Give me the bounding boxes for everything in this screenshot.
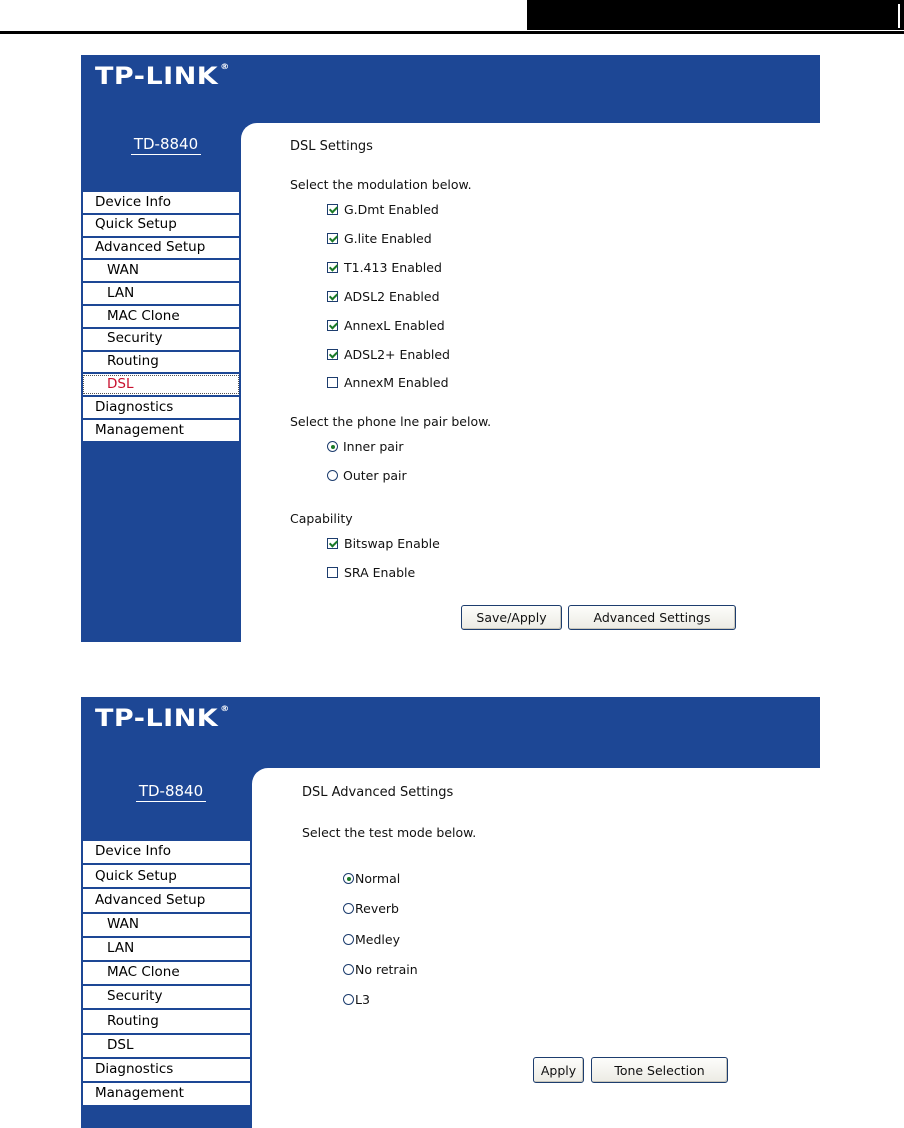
radio-button[interactable] bbox=[343, 903, 354, 914]
header-tick-mark bbox=[898, 4, 900, 28]
document-header-bar bbox=[527, 0, 904, 30]
sidebar-item-advanced-setup[interactable]: Advanced Setup bbox=[81, 237, 241, 260]
option-label: ADSL2+ Enabled bbox=[344, 346, 450, 362]
checkbox-g-lite-enabled[interactable] bbox=[327, 231, 432, 246]
dsl-settings-screenshot bbox=[81, 55, 820, 642]
checkbox-bitswap-enable[interactable] bbox=[327, 536, 440, 551]
radio-normal[interactable] bbox=[343, 871, 400, 886]
sidebar-item-routing[interactable]: Routing bbox=[81, 351, 241, 374]
sidebar-item-wan[interactable]: WAN bbox=[81, 259, 241, 282]
sidebar-item-lan[interactable]: LAN bbox=[81, 282, 241, 305]
radio-outer-pair[interactable] bbox=[327, 468, 407, 483]
checkbox-sra-enable[interactable] bbox=[327, 565, 415, 580]
sidebar-item-advanced-setup[interactable]: Advanced Setup bbox=[81, 888, 252, 912]
dsl-advanced-settings-screenshot bbox=[81, 697, 820, 1128]
sidebar-item-routing[interactable]: Routing bbox=[81, 1009, 252, 1033]
option-label: T1.413 Enabled bbox=[344, 259, 442, 275]
option-label: No retrain bbox=[355, 961, 418, 977]
radio-button[interactable] bbox=[327, 441, 338, 452]
checkbox-box[interactable] bbox=[327, 204, 338, 215]
checkbox-box[interactable] bbox=[327, 377, 338, 388]
header-banner bbox=[81, 697, 820, 768]
dsl-advanced-form bbox=[252, 768, 820, 1128]
apply-button[interactable]: Apply bbox=[533, 1057, 584, 1083]
radio-button[interactable] bbox=[343, 964, 354, 975]
document-header-rule bbox=[0, 31, 904, 34]
test-mode-prompt: Select the test mode below. bbox=[302, 825, 477, 840]
checkbox-t1-413-enabled[interactable] bbox=[327, 260, 442, 275]
sidebar-item-device-info[interactable]: Device Info bbox=[81, 191, 241, 214]
model-name: TD-8840 bbox=[111, 782, 231, 802]
checkbox-box[interactable] bbox=[327, 291, 338, 302]
checkbox-box[interactable] bbox=[327, 262, 338, 273]
sidebar-item-diagnostics[interactable]: Diagnostics bbox=[81, 396, 241, 419]
radio-reverb[interactable] bbox=[343, 901, 399, 916]
capability-label: Capability bbox=[290, 511, 353, 526]
dsl-settings-form bbox=[241, 123, 820, 642]
checkbox-annexm-enabled[interactable] bbox=[327, 375, 449, 390]
sidebar-item-quick-setup[interactable]: Quick Setup bbox=[81, 214, 241, 237]
header-banner bbox=[81, 55, 820, 123]
checkbox-g-dmt-enabled[interactable] bbox=[327, 202, 439, 217]
option-label: AnnexL Enabled bbox=[344, 317, 445, 333]
checkbox-box[interactable] bbox=[327, 349, 338, 360]
option-label: SRA Enable bbox=[344, 565, 416, 580]
tp-link-logo: TP-LINK ® bbox=[95, 63, 230, 91]
option-label: Medley bbox=[355, 931, 400, 947]
option-label: L3 bbox=[355, 992, 370, 1008]
radio-button[interactable] bbox=[343, 934, 354, 945]
sidebar-item-security[interactable]: Security bbox=[81, 328, 241, 351]
page-title: DSL Advanced Settings bbox=[302, 785, 454, 800]
phone-pair-prompt: Select the phone lne pair below. bbox=[290, 414, 492, 429]
sidebar-item-security[interactable]: Security bbox=[81, 985, 252, 1009]
checkbox-box[interactable] bbox=[327, 320, 338, 331]
radio-inner-pair[interactable] bbox=[327, 439, 404, 454]
option-label: G.Dmt Enabled bbox=[344, 202, 439, 217]
option-label: Inner pair bbox=[343, 439, 404, 454]
tp-link-logo: TP-LINK ® bbox=[95, 705, 230, 733]
sidebar-item-quick-setup[interactable]: Quick Setup bbox=[81, 864, 252, 888]
option-label: ADSL2 Enabled bbox=[344, 288, 440, 304]
radio-medley[interactable] bbox=[343, 932, 400, 947]
advanced-settings-button[interactable]: Advanced Settings bbox=[568, 605, 736, 630]
sidebar-item-dsl[interactable]: DSL bbox=[81, 373, 241, 396]
option-label: AnnexM Enabled bbox=[344, 375, 449, 391]
checkbox-box[interactable] bbox=[327, 538, 338, 549]
sidebar-item-wan[interactable]: WAN bbox=[81, 913, 252, 937]
sidebar-item-management[interactable]: Management bbox=[81, 1082, 252, 1106]
save-apply-button[interactable]: Save/Apply bbox=[461, 605, 562, 630]
radio-no-retrain[interactable] bbox=[343, 962, 418, 977]
option-label: Normal bbox=[355, 871, 401, 886]
sidebar-item-device-info[interactable]: Device Info bbox=[81, 840, 252, 864]
radio-l3[interactable] bbox=[343, 992, 370, 1007]
modulation-prompt: Select the modulation below. bbox=[290, 177, 472, 192]
checkbox-adsl2-enabled[interactable] bbox=[327, 289, 440, 304]
option-label: Outer pair bbox=[343, 468, 407, 483]
option-label: Reverb bbox=[355, 901, 399, 917]
checkbox-box[interactable] bbox=[327, 233, 338, 244]
option-label: G.lite Enabled bbox=[344, 230, 432, 246]
radio-button[interactable] bbox=[327, 470, 338, 481]
checkbox-box[interactable] bbox=[327, 567, 338, 578]
checkbox-adsl2-enabled[interactable] bbox=[327, 347, 450, 362]
page-title: DSL Settings bbox=[290, 139, 373, 154]
sidebar-item-mac-clone[interactable]: MAC Clone bbox=[81, 961, 252, 985]
sidebar-item-management[interactable]: Management bbox=[81, 419, 241, 442]
radio-button[interactable] bbox=[343, 994, 354, 1005]
radio-button[interactable] bbox=[343, 873, 354, 884]
sidebar-nav bbox=[81, 191, 241, 442]
model-name: TD-8840 bbox=[106, 135, 226, 155]
sidebar-item-lan[interactable]: LAN bbox=[81, 937, 252, 961]
sidebar-nav bbox=[81, 840, 252, 1106]
sidebar-item-dsl[interactable]: DSL bbox=[81, 1034, 252, 1058]
option-label: Bitswap Enable bbox=[344, 536, 440, 551]
checkbox-annexl-enabled[interactable] bbox=[327, 318, 445, 333]
tone-selection-button[interactable]: Tone Selection bbox=[591, 1057, 728, 1083]
sidebar-item-diagnostics[interactable]: Diagnostics bbox=[81, 1058, 252, 1082]
sidebar-item-mac-clone[interactable]: MAC Clone bbox=[81, 305, 241, 328]
